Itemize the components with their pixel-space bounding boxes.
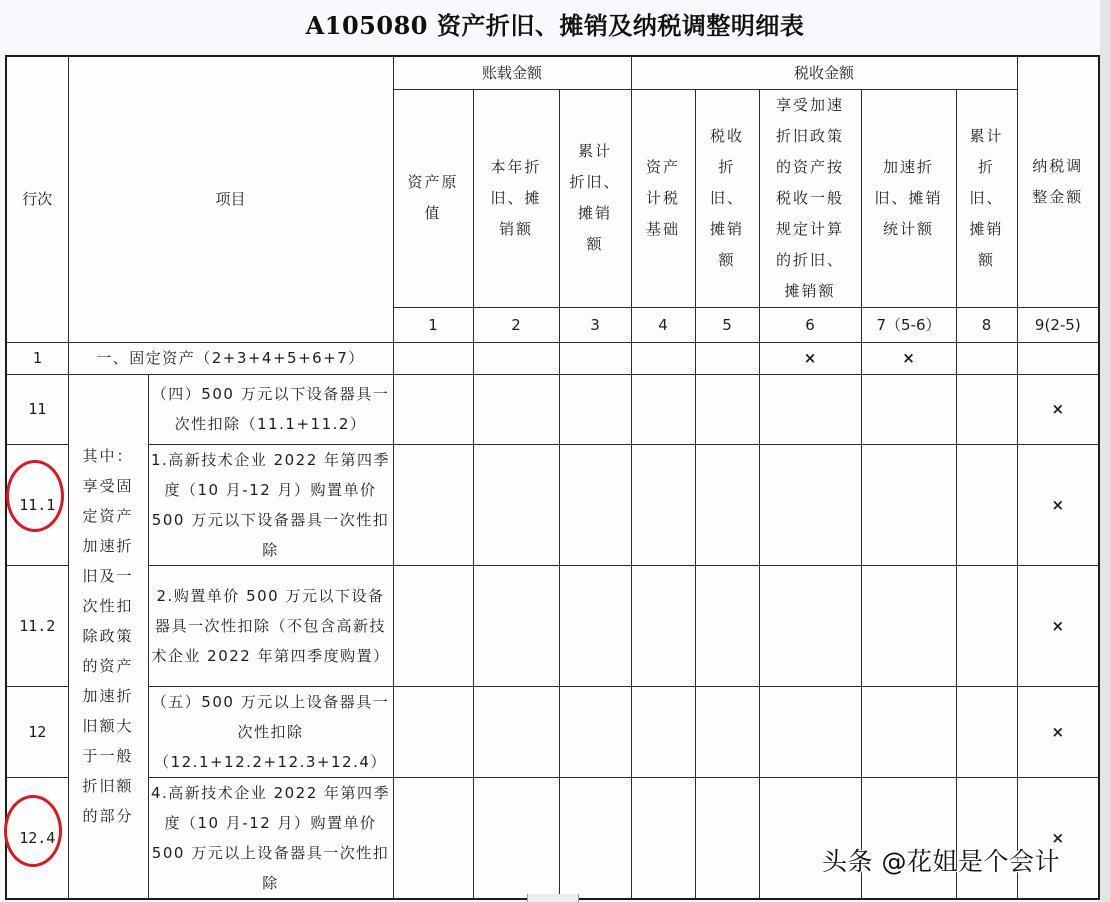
cell-c9-mark: ×	[1017, 777, 1099, 899]
cell-c5[interactable]	[695, 374, 759, 444]
depreciation-table	[5, 55, 1100, 900]
cell-c2[interactable]	[473, 565, 559, 686]
header-col-3: 累计 折旧、 摊销 额	[559, 89, 631, 307]
cell-c9-mark: ×	[1017, 374, 1099, 444]
cell-c4[interactable]	[631, 342, 695, 374]
row-item: （四）500 万元以下设备器具一次性扣除（11.1+11.2）	[148, 374, 393, 444]
cell-c6[interactable]	[759, 374, 861, 444]
row-line-number: 12.4	[6, 777, 68, 899]
cell-c4[interactable]	[631, 777, 695, 899]
table-row	[6, 565, 1099, 686]
cell-c1[interactable]	[393, 374, 473, 444]
document-title: A105080 资产折旧、摊销及纳税调整明细表	[305, 11, 805, 40]
cell-c9-mark: ×	[1017, 444, 1099, 565]
horizontal-scrollbar-thumb[interactable]	[527, 894, 579, 902]
cell-c3[interactable]	[559, 565, 631, 686]
cell-c1[interactable]	[393, 444, 473, 565]
cell-c2[interactable]	[473, 374, 559, 444]
cell-c2[interactable]	[473, 342, 559, 374]
cell-c5[interactable]	[695, 686, 759, 777]
cell-c7[interactable]	[861, 565, 956, 686]
cell-c8[interactable]	[956, 565, 1017, 686]
cell-c8[interactable]	[956, 444, 1017, 565]
red-circle-annotation-12-4	[4, 795, 62, 867]
row-line-number: 11.1	[6, 444, 68, 565]
cell-c7[interactable]	[861, 374, 956, 444]
header-tax-amount-group: 税收金额	[631, 56, 1017, 89]
col-num-6: 6	[759, 307, 861, 342]
col-num-8: 8	[956, 307, 1017, 342]
header-col-6: 享受加速 折旧政策 的资产按 税收一般 规定计算 的折旧、 摊销额	[759, 89, 861, 307]
cell-c8[interactable]	[956, 686, 1017, 777]
header-col-4: 资产 计税 基础	[631, 89, 695, 307]
col-num-2: 2	[473, 307, 559, 342]
cell-c5[interactable]	[695, 565, 759, 686]
cell-c7-mark: ×	[861, 342, 956, 374]
header-item-label: 项目	[68, 56, 393, 342]
cell-c4[interactable]	[631, 686, 695, 777]
col-num-3: 3	[559, 307, 631, 342]
row-line-number: 12	[6, 686, 68, 777]
cell-c1[interactable]	[393, 777, 473, 899]
cell-c1[interactable]	[393, 565, 473, 686]
col-num-4: 4	[631, 307, 695, 342]
row-item: 4.高新技术企业 2022 年第四季度（10 月-12 月）购置单价 500 万元以上设备器具一次性扣除	[148, 777, 393, 899]
cell-c9[interactable]	[1017, 342, 1099, 374]
cell-c2[interactable]	[473, 777, 559, 899]
header-col-2: 本年折 旧、摊 销额	[473, 89, 559, 307]
table-row	[6, 777, 1099, 899]
cell-c2[interactable]	[473, 686, 559, 777]
header-adjust-text: 纳税调 整金额	[1032, 156, 1084, 206]
col-num-5: 5	[695, 307, 759, 342]
row-line-number: 1	[6, 342, 68, 374]
cell-c4[interactable]	[631, 444, 695, 565]
cell-c7[interactable]	[861, 686, 956, 777]
row-line-number: 11.2	[6, 565, 68, 686]
cell-c3[interactable]	[559, 342, 631, 374]
row-item: 一、固定资产（2+3+4+5+6+7）	[68, 342, 393, 374]
cell-c6[interactable]	[759, 565, 861, 686]
cell-c8[interactable]	[956, 777, 1017, 899]
header-book-amount-group: 账载金额	[393, 56, 631, 89]
cell-c2[interactable]	[473, 444, 559, 565]
header-adjust-amount	[1017, 56, 1099, 307]
cell-c6-mark: ×	[759, 342, 861, 374]
cell-c3[interactable]	[559, 777, 631, 899]
cell-c9-mark: ×	[1017, 686, 1099, 777]
cell-c6[interactable]	[759, 777, 861, 899]
header-row-label: 行次	[6, 56, 68, 342]
cell-c3[interactable]	[559, 444, 631, 565]
col-num-7: 7（5-6）	[861, 307, 956, 342]
table-row	[6, 374, 1099, 444]
row-item: 1.高新技术企业 2022 年第四季度（10 月-12 月）购置单价 500 万元以下设备器具一次性扣除	[148, 444, 393, 565]
header-col-7: 加速折 旧、摊销 统计额	[861, 89, 956, 307]
cell-c8[interactable]	[956, 342, 1017, 374]
header-col-8: 累计 折 旧、 摊销 额	[956, 89, 1017, 307]
header-col-1: 资产原 值	[393, 89, 473, 307]
red-circle-annotation-11-1	[6, 460, 64, 532]
row-item: （五）500 万元以上设备器具一次性扣除（12.1+12.2+12.3+12.4）	[148, 686, 393, 777]
cell-c5[interactable]	[695, 342, 759, 374]
cell-c3[interactable]	[559, 374, 631, 444]
table-row	[6, 686, 1099, 777]
cell-c5[interactable]	[695, 777, 759, 899]
window-edge	[1100, 0, 1110, 902]
cell-c5[interactable]	[695, 444, 759, 565]
row-line-number: 11	[6, 374, 68, 444]
cell-c4[interactable]	[631, 565, 695, 686]
cell-c1[interactable]	[393, 686, 473, 777]
row-item: 2.购置单价 500 万元以下设备器具一次性扣除（不包含高新技术企业 2022 年第四季度购置）	[148, 565, 393, 686]
cell-c6[interactable]	[759, 444, 861, 565]
cell-c8[interactable]	[956, 374, 1017, 444]
header-col-5: 税收 折 旧、 摊销 额	[695, 89, 759, 307]
table-row	[6, 342, 1099, 374]
cell-c7[interactable]	[861, 444, 956, 565]
col-num-9: 9(2-5)	[1017, 307, 1099, 342]
group-label-accelerated-depreciation: 其中： 享受固 定资产 加速折 旧及一 次性扣 除政策 的资产 加速折 旧额大 于一般 折旧额 的部分	[68, 374, 148, 899]
cell-c4[interactable]	[631, 374, 695, 444]
watermark: 头条 @花姐是个会计	[822, 847, 1060, 876]
cell-c9-mark: ×	[1017, 565, 1099, 686]
col-num-1: 1	[393, 307, 473, 342]
table-row	[6, 444, 1099, 565]
cell-c3[interactable]	[559, 686, 631, 777]
cell-c6[interactable]	[759, 686, 861, 777]
cell-c7[interactable]	[861, 777, 956, 899]
cell-c1[interactable]	[393, 342, 473, 374]
